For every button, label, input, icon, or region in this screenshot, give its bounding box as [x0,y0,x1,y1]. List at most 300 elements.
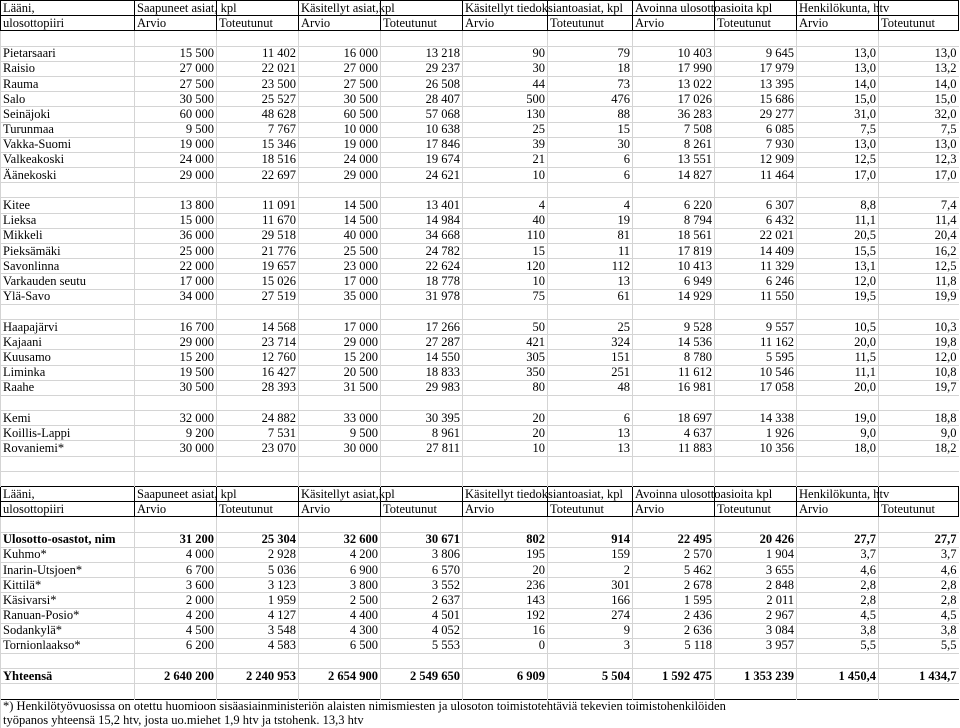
cell-value: 1 450,4 [797,669,879,684]
cell-value: 27 500 [135,76,217,91]
cell-value: Toteutunut [548,502,633,517]
cell-value: 11,8 [879,274,959,289]
empty-cell [548,31,633,46]
row-label: Ylä-Savo [1,289,135,304]
cell-value: 27 811 [381,441,463,456]
empty-cell [715,183,797,198]
cell-value: 4 000 [135,547,217,562]
cell-value: 10 356 [715,441,797,456]
cell-value: 11 612 [633,365,715,380]
empty-cell [299,517,381,532]
cell-value: 2,8 [797,578,879,593]
empty-cell [217,456,299,471]
cell-value: 29 983 [381,380,463,395]
empty-cell [797,304,879,319]
cell-value: 23 714 [217,335,299,350]
empty-cell [135,395,217,410]
empty-cell [548,517,633,532]
table-row [1,638,959,653]
cell-value: 6 700 [135,562,217,577]
cell-value: 10 413 [633,259,715,274]
spacer-row [1,654,959,669]
cell-value: 112 [548,259,633,274]
empty-cell [381,471,463,486]
cell-value: 7,5 [797,122,879,137]
cell-value: 14 550 [381,350,463,365]
empty-cell [1,395,135,410]
cell-value: 4 500 [135,623,217,638]
cell-value: 20 [463,411,548,426]
cell-value: 6 200 [135,638,217,653]
cell-value: 17 000 [135,274,217,289]
table-row [1,61,959,76]
cell-value: 30 500 [299,92,381,107]
footnote-text: työpanos yhteensä 15,2 htv, josta uo.miehet 1,9 htv ja tstohenk. 13,3 htv [1,714,959,728]
cell-value: 10 403 [633,46,715,61]
empty-cell [1,654,135,669]
cell-value: 25 527 [217,92,299,107]
empty-cell [463,395,548,410]
cell-value: Toteutunut [715,502,797,517]
header-row [1,16,959,31]
subtotal-row [1,532,959,547]
table-row [1,593,959,608]
cell-value: 13 022 [633,76,715,91]
empty-cell [135,684,217,699]
cell-value: 17 846 [381,137,463,152]
cell-value: 11 464 [715,168,797,183]
empty-cell [879,183,959,198]
row-label: Raahe [1,380,135,395]
cell-value: 143 [463,593,548,608]
cell-value [879,487,959,502]
cell-value: 15,0 [879,92,959,107]
empty-cell [548,183,633,198]
table-row [1,198,959,213]
cell-value: 1 595 [633,593,715,608]
cell-value: 16,2 [879,244,959,259]
cell-value: Arvio [797,502,879,517]
table-row [1,319,959,334]
cell-value: 24 882 [217,411,299,426]
empty-cell [299,395,381,410]
row-label: Liminka [1,365,135,380]
empty-cell [135,471,217,486]
row-label: ulosottopiiri [1,502,135,517]
cell-value: 6 500 [299,638,381,653]
cell-value: 30 395 [381,411,463,426]
cell-value: 17 000 [299,319,381,334]
cell-value: 11 550 [715,289,797,304]
cell-value: 15,5 [797,244,879,259]
cell-value: 21 776 [217,244,299,259]
cell-value: 4 200 [135,608,217,623]
cell-value: 14 827 [633,168,715,183]
empty-cell [633,304,715,319]
table-row [1,122,959,137]
cell-value: 34 000 [135,289,217,304]
cell-value: 19,7 [879,380,959,395]
cell-value: Arvio [299,502,381,517]
cell-value: 30 500 [135,92,217,107]
table-row [1,137,959,152]
cell-value: 12,0 [797,274,879,289]
cell-value: 6 085 [715,122,797,137]
cell-value: 1 926 [715,426,797,441]
empty-cell [463,183,548,198]
row-label: Varkauden seutu [1,274,135,289]
row-label: Kajaani [1,335,135,350]
cell-value: 24 000 [135,152,217,167]
cell-value: 16 427 [217,365,299,380]
cell-value: Käsitellyt asiat,kpl [299,1,381,16]
row-label: Yhteensä [1,669,135,684]
empty-cell [1,31,135,46]
row-label: Savonlinna [1,259,135,274]
empty-cell [879,654,959,669]
empty-cell [463,31,548,46]
cell-value: Toteutunut [715,16,797,31]
row-label: Kuusamo [1,350,135,365]
cell-value: 4 [463,198,548,213]
footnote-text: *) Henkilötyövuosissa on otettu huomioon sisäasiainministeriön alaisten nimismiesten ja ulosoton toimistotehtäviä tekevien toimistohenkilöiden [1,699,959,714]
row-label: Kemi [1,411,135,426]
cell-value: 7 767 [217,122,299,137]
cell-value: 36 000 [135,228,217,243]
table-row [1,426,959,441]
table-row [1,46,959,61]
cell-value: 3 [548,638,633,653]
cell-value: 19 000 [299,137,381,152]
cell-value: 61 [548,289,633,304]
empty-cell [135,304,217,319]
cell-value: 10,8 [879,365,959,380]
row-label: Valkeakoski [1,152,135,167]
cell-value: Saapuneet asiat, kpl [135,1,217,16]
table-row [1,623,959,638]
cell-value: 19,8 [879,335,959,350]
row-label: Tornionlaakso* [1,638,135,653]
cell-value: 19,0 [797,411,879,426]
cell-value: 73 [548,76,633,91]
cell-value: 251 [548,365,633,380]
table-row [1,76,959,91]
empty-cell [299,456,381,471]
cell-value: 3 084 [715,623,797,638]
spacer-row [1,456,959,471]
cell-value: 11,5 [797,350,879,365]
cell-value: 5 504 [548,669,633,684]
cell-value: 2,8 [879,593,959,608]
cell-value: 2,8 [879,578,959,593]
empty-cell [633,654,715,669]
cell-value: 2 678 [633,578,715,593]
cell-value: 18 516 [217,152,299,167]
cell-value: 151 [548,350,633,365]
cell-value: 2 654 900 [299,669,381,684]
cell-value: 3 957 [715,638,797,653]
spacer-row [1,304,959,319]
row-label: Mikkeli [1,228,135,243]
spacer-row [1,517,959,532]
cell-value: 32 000 [135,411,217,426]
empty-cell [633,183,715,198]
cell-value: Toteutunut [381,502,463,517]
cell-value: 19 500 [135,365,217,380]
empty-cell [135,456,217,471]
cell-value: 4 583 [217,638,299,653]
cell-value: 88 [548,107,633,122]
cell-value: 23 000 [299,259,381,274]
cell-value: Arvio [463,502,548,517]
cell-value: 13 [548,274,633,289]
row-label: Raisio [1,61,135,76]
empty-cell [715,517,797,532]
cell-value: 16 000 [299,46,381,61]
cell-value: 35 000 [299,289,381,304]
cell-value: 3 552 [381,578,463,593]
cell-value: 25 304 [217,532,299,547]
cell-value: 324 [548,335,633,350]
empty-cell [548,654,633,669]
cell-value: 802 [463,532,548,547]
empty-cell [463,684,548,699]
empty-cell [381,31,463,46]
spacer-row [1,684,959,699]
cell-value: 9,0 [797,426,879,441]
empty-cell [463,304,548,319]
cell-value: 2 000 [135,593,217,608]
cell-value: 14 929 [633,289,715,304]
cell-value: 110 [463,228,548,243]
cell-value: 14,0 [797,76,879,91]
empty-cell [381,183,463,198]
cell-value: 17 266 [381,319,463,334]
cell-value: 14 536 [633,335,715,350]
cell-value: 14 984 [381,213,463,228]
cell-value: 27 000 [299,61,381,76]
empty-cell [879,517,959,532]
cell-value: 27,7 [797,532,879,547]
cell-value: 19 000 [135,137,217,152]
row-label: Sodankylä* [1,623,135,638]
cell-value: 22 021 [217,61,299,76]
cell-value: 2 570 [633,547,715,562]
cell-value: 29 000 [135,335,217,350]
cell-value: 11 091 [217,198,299,213]
cell-value: 18 561 [633,228,715,243]
cell-value: 25 [548,319,633,334]
cell-value: 13 401 [381,198,463,213]
cell-value: 3,7 [879,547,959,562]
row-label: ulosottopiiri [1,16,135,31]
empty-cell [879,684,959,699]
cell-value: 14,0 [879,76,959,91]
cell-value: 48 628 [217,107,299,122]
empty-cell [299,471,381,486]
cell-value: 10 546 [715,365,797,380]
cell-value: 17 819 [633,244,715,259]
cell-value: 79 [548,46,633,61]
table-row [1,228,959,243]
empty-cell [299,31,381,46]
row-label: Lääni, [1,487,135,502]
cell-value: 9 200 [135,426,217,441]
empty-cell [217,304,299,319]
cell-value: 20 [463,426,548,441]
cell-value: 23 500 [217,76,299,91]
empty-cell [879,395,959,410]
cell-value: 15 500 [135,46,217,61]
empty-cell [633,395,715,410]
cell-value: 4 400 [299,608,381,623]
cell-value: 25 500 [299,244,381,259]
cell-value: 2 011 [715,593,797,608]
cell-value: 8 961 [381,426,463,441]
row-label: Käsivarsi* [1,593,135,608]
table-row [1,365,959,380]
empty-cell [135,517,217,532]
cell-value: 30 [463,61,548,76]
empty-cell [381,456,463,471]
row-label: Koillis-Lappi [1,426,135,441]
cell-value: 27 287 [381,335,463,350]
cell-value: 10 [463,441,548,456]
empty-cell [548,684,633,699]
cell-value: 31 500 [299,380,381,395]
cell-value: 17 990 [633,61,715,76]
cell-value: 17,0 [797,168,879,183]
cell-value: Arvio [463,16,548,31]
cell-value: 15 000 [135,213,217,228]
row-label: Seinäjoki [1,107,135,122]
cell-value: 5 118 [633,638,715,653]
cell-value: 13 218 [381,46,463,61]
cell-value: 14 500 [299,213,381,228]
empty-cell [299,304,381,319]
cell-value: 7 930 [715,137,797,152]
cell-value: 11,1 [797,213,879,228]
cell-value: 195 [463,547,548,562]
empty-cell [299,684,381,699]
header-row [1,487,959,502]
cell-value: 17 000 [299,274,381,289]
cell-value: 40 [463,213,548,228]
cell-value: 350 [463,365,548,380]
empty-cell [217,471,299,486]
cell-value: 10 000 [299,122,381,137]
cell-value: 4 637 [633,426,715,441]
cell-value: 4,6 [879,562,959,577]
empty-cell [548,456,633,471]
cell-value: 15 026 [217,274,299,289]
cell-value: 2 637 [381,593,463,608]
cell-value: 3,7 [797,547,879,562]
cell-value: 9 557 [715,319,797,334]
cell-value: Toteutunut [381,16,463,31]
cell-value: 7 531 [217,426,299,441]
cell-value: 15 346 [217,137,299,152]
table-row [1,244,959,259]
cell-value: 18 697 [633,411,715,426]
cell-value: Avoinna ulosottoasioita kpl [633,1,715,16]
cell-value: 13,1 [797,259,879,274]
cell-value: 28 393 [217,380,299,395]
table-row [1,547,959,562]
cell-value: 9 645 [715,46,797,61]
cell-value: 21 [463,152,548,167]
cell-value: 29 000 [299,168,381,183]
empty-cell [135,31,217,46]
empty-cell [797,31,879,46]
row-label: Kittilä* [1,578,135,593]
empty-cell [548,471,633,486]
cell-value: 11 883 [633,441,715,456]
empty-cell [217,183,299,198]
empty-cell [463,471,548,486]
table-row [1,213,959,228]
empty-cell [879,471,959,486]
cell-value: 8 780 [633,350,715,365]
cell-value: 2 967 [715,608,797,623]
cell-value: 1 353 239 [715,669,797,684]
cell-value: 28 407 [381,92,463,107]
empty-cell [135,654,217,669]
cell-value: Arvio [135,502,217,517]
cell-value: 40 000 [299,228,381,243]
empty-cell [633,517,715,532]
empty-cell [463,654,548,669]
cell-value: 30 000 [299,441,381,456]
cell-value: 9,0 [879,426,959,441]
cell-value: 421 [463,335,548,350]
empty-cell [299,183,381,198]
cell-value: 18 778 [381,274,463,289]
cell-value: 60 500 [299,107,381,122]
cell-value: 7 508 [633,122,715,137]
row-label: Pieksämäki [1,244,135,259]
cell-value: 75 [463,289,548,304]
cell-value: 19 [548,213,633,228]
table-row [1,578,959,593]
cell-value: 22 697 [217,168,299,183]
cell-value: 27 519 [217,289,299,304]
cell-value: 30 000 [135,441,217,456]
cell-value: 13 [548,441,633,456]
cell-value: 32,0 [879,107,959,122]
cell-value: Saapuneet asiat, kpl [135,487,217,502]
cell-value: 13 800 [135,198,217,213]
empty-cell [217,684,299,699]
empty-cell [715,304,797,319]
total-row [1,669,959,684]
cell-value: 39 [463,137,548,152]
cell-value: 13,0 [879,46,959,61]
empty-cell [1,183,135,198]
table-row [1,289,959,304]
cell-value: 16 700 [135,319,217,334]
cell-value: 6 909 [463,669,548,684]
cell-value: 4 501 [381,608,463,623]
cell-value: Henkilökunta, htv [797,1,879,16]
cell-value: 5,5 [797,638,879,653]
cell-value: Arvio [797,16,879,31]
cell-value: 29 277 [715,107,797,122]
cell-value: 14 338 [715,411,797,426]
row-label: Äänekoski [1,168,135,183]
empty-cell [797,456,879,471]
cell-value: 30 671 [381,532,463,547]
